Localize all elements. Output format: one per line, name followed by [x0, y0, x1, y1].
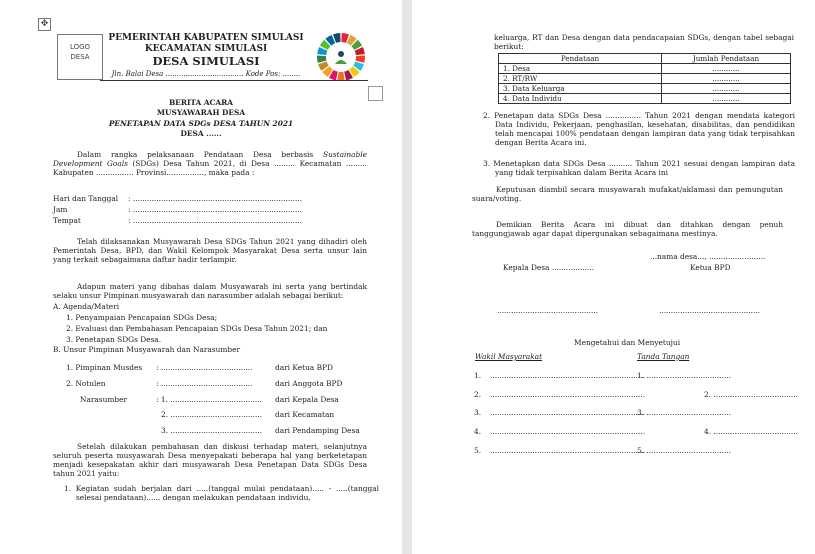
rep-row-1-name-line: .................................................................. [490, 371, 646, 380]
narasumber-2-from: dari Kecamatan [275, 410, 335, 419]
document-page-left [0, 0, 402, 554]
hari-value: : ........................................................................ [128, 194, 302, 203]
tempat-value: : ........................................................................ [128, 216, 302, 225]
tempat-label: Tempat [53, 216, 81, 225]
ketua-bpd-label: Ketua BPD [690, 263, 731, 272]
table-row [499, 94, 791, 104]
sdg-wheel-segment [317, 56, 326, 63]
pimpinan-value: : ....................................... [156, 363, 253, 372]
rep-row-4-name-line: .................................................................. [490, 427, 646, 436]
letterhead-line3: DESA SIMULASI [152, 54, 260, 68]
table-cell-category: 3. Data Keluarga [499, 84, 662, 94]
rep-row-1-signature: 1. .................................... [637, 371, 731, 380]
intro-text-1: Dalam rangka pelaksanaan Pendataan Desa berbasis [77, 150, 323, 159]
table-cell-count: ............ [662, 74, 791, 84]
table-cell-count: ............ [662, 94, 791, 104]
title-line4: DESA ...... [180, 129, 222, 138]
narasumber-label: Narasumber [80, 395, 128, 404]
letterhead-address: Jln. Balai Desa ................................... Kode Pos: ........ [111, 70, 301, 78]
rep-row-5-number: 5. [474, 446, 482, 455]
rep-row-2-name-line: .................................................................. [490, 390, 646, 399]
agreement-item-3: 3. Menetapkan data SDGs Desa .......... Tahun 2021 sesuai dengan lampiran data yang tidak terpisahkan dalam Berita Acara ini [483, 159, 795, 177]
narasumber-2-value: 2. ....................................... [161, 410, 263, 419]
logo-text-2: DESA [70, 53, 90, 61]
kepala-desa-signature-line: ........................................... [497, 306, 599, 315]
notulen-label: 2. Notulen [66, 379, 106, 388]
narasumber-3-value: 3. ....................................... [161, 426, 263, 435]
rep-row-5-signature: 5. .................................... [637, 446, 731, 455]
table-cell-count: ............ [662, 84, 791, 94]
agreement-paragraph: Setelah dilakukan pembahasan dan diskusi terhadap materi, selanjutnya seluruh peserta musyawarah Desa menyepakati beberapa hal yang berketetapan menjadi kesepakatan akhir dari musyawarah Desa Penetapan Data SDGs Desa tahun 2021 yaitu: [53, 442, 367, 478]
sdg-wheel-person-head [338, 51, 344, 57]
intro-text-italic: Sustainable Development Goals [53, 150, 367, 168]
letterhead-divider [100, 80, 368, 81]
table-cell-count: ............ [662, 64, 791, 74]
rep-row-2-number: 2. [474, 390, 482, 399]
table-move-handle-icon[interactable]: ✥ [38, 18, 51, 31]
materials-paragraph: Adapun materi yang dibahas dalam Musyawarah ini serta yang bertindak selaku unsur Pimpinan musyawarah dan narasumber adalah sebagai berikut: [53, 282, 367, 300]
narasumber-1-from: dari Kepala Desa [275, 395, 339, 404]
rep-row-1-number: 1. [474, 371, 482, 380]
pimpinan-from: dari Ketua BPD [275, 363, 333, 372]
table-cell-category: 4. Data Individu [499, 94, 662, 104]
jam-value: : ........................................................................ [128, 205, 302, 214]
decision-paragraph: Keputusan diambil secara musyawarah mufakat/aklamasi dan pemungutan suara/voting. [472, 185, 783, 203]
place-date: ...nama desa..., ........................ [650, 252, 766, 261]
table-row [499, 74, 791, 84]
sdgs-wheel-logo-icon [316, 32, 366, 82]
title-line1: BERITA ACARA [168, 98, 234, 107]
title-line2: MUSYAWARAH DESA [156, 108, 246, 117]
table-row [499, 64, 791, 74]
agenda-item-3: 3. Penetapan SDGs Desa. [66, 335, 162, 344]
intro-paragraph [53, 150, 367, 177]
wakil-masyarakat-heading: Wakil Masyarakat [475, 352, 543, 361]
rep-row-3-signature: 3. .................................... [637, 408, 731, 417]
title-line3: PENETAPAN DATA SDGs DESA TAHUN 2021 [108, 119, 294, 128]
letterhead-line1: PEMERINTAH KABUPATEN SIMULASI [108, 33, 304, 43]
kepala-desa-label: Kepala Desa .................. [503, 263, 595, 272]
pimpinan-label: 1. Pimpinan Musdes [66, 363, 143, 372]
rep-row-3-name-line: .................................................................. [490, 408, 646, 417]
table-header-row [499, 54, 791, 64]
agenda-heading: A. Agenda/Materi [53, 302, 120, 311]
table-header-pendataan: Pendataan [499, 54, 662, 64]
logo-text-1: LOGO [69, 43, 91, 51]
jam-label: Jam [53, 205, 68, 214]
rep-row-3-number: 3. [474, 408, 482, 417]
narasumber-1-value: : 1. ....................................... [156, 395, 262, 404]
tanda-tangan-heading: Tanda Tangan [637, 352, 690, 361]
letterhead-line2: KECAMATAN SIMULASI [144, 44, 268, 54]
item1-continuation: keluarga, RT dan Desa dengan data pendacapaian SDGs, dengan tabel sebagai berikut: [494, 33, 794, 51]
leaders-heading: B. Unsur Pimpinan Musyawarah dan Narasumber [53, 345, 241, 354]
notulen-from: dari Anggota BPD [275, 379, 343, 388]
data-collection-table [498, 53, 791, 104]
table-cell-category: 1. Desa [499, 64, 662, 74]
rep-row-4-signature: 4. .................................... [704, 427, 798, 436]
table-row [499, 84, 791, 94]
notulen-value: : ....................................... [156, 379, 253, 388]
closing-paragraph: Demikian Berita Acara ini dibuat dan ditahkan dengan penuh tanggungjawab agar dapat dipergunakan sebagaimana mestinya. [472, 220, 783, 238]
agenda-item-2: 2. Evaluasi dan Pembahasan Pencapaian SDGs Desa Tahun 2021; dan [66, 324, 328, 333]
hari-label: Hari dan Tanggal [53, 194, 119, 203]
rep-row-2-signature: 2. .................................... [704, 390, 798, 399]
table-header-jumlah: Jumlah Pendataan [662, 54, 791, 64]
approval-heading: Mengetahui dan Menyetujui [574, 338, 681, 347]
rep-row-5-name-line: .................................................................. [490, 446, 646, 455]
agreement-item-2: 2. Penetapan data SDGs Desa ............... Tahun 2021 dengan mendata kategori Data Individu, Pekerjaan, penghasilan, kesehatan, disabilitas, dan pendidikan telah mencapai 100% pendataan dengan lampiran data yang tidak terpisahkan dengan Berita Acara ini. [483, 111, 795, 147]
agenda-item-1: 1. Penyampaian Pencapaian SDGs Desa; [66, 313, 218, 322]
narasumber-3-from: dari Pendamping Desa [275, 426, 360, 435]
ketua-bpd-signature-line: ........................................... [659, 306, 761, 315]
table-cell-category: 2. RT/RW [499, 74, 662, 84]
agreement-item-1: 1. Kegiatan sudah berjalan dari .....(tanggal mulai pendataan)..... - .....(tanggal selesai pendataan)...... dengan melakukan pendataan individu, [64, 484, 379, 502]
intro-text-2: (SDGs) Desa Tahun 2021, di Desa ......... Kecamatan ......... Kabupaten ................ Provinsi................, maka pada : [53, 159, 367, 177]
sdg-wheel-segment [356, 56, 365, 63]
rep-row-4-number: 4. [474, 427, 482, 436]
attendance-paragraph: Telah dilaksanakan Musyawarah Desa SDGs Tahun 2021 yang dihadiri oleh Pemerintah Desa, BPD, dan Wakil Kelompok Masyarakat Desa serta unsur lain yang terkait sebagaimana daftar hadir terlampir. [53, 237, 367, 264]
